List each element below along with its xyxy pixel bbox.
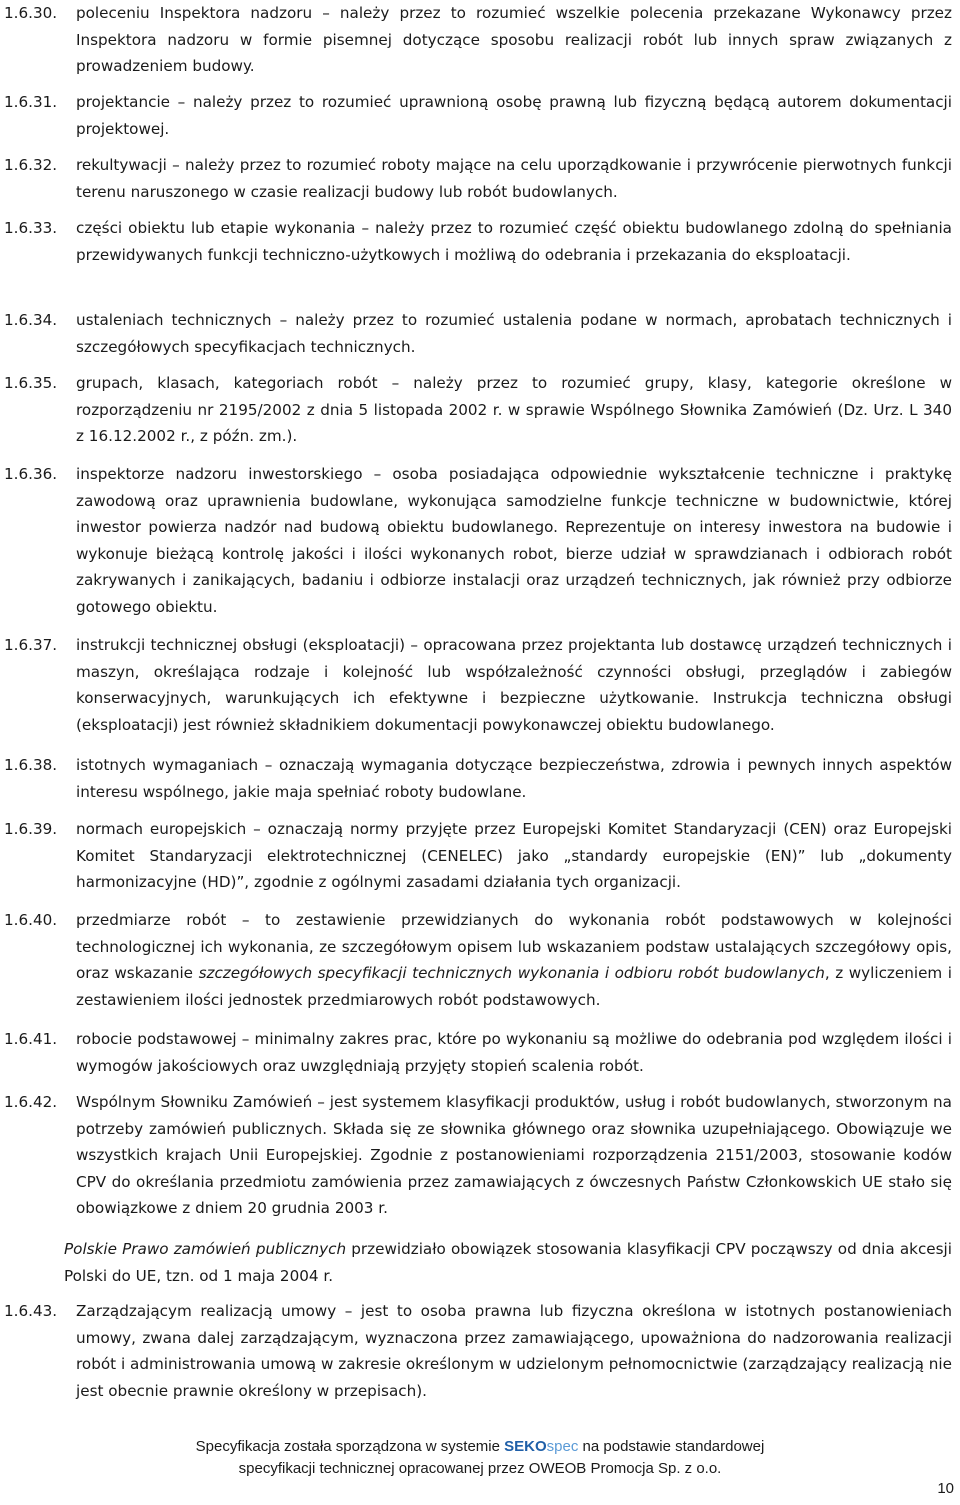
definition-number: 1.6.35. — [4, 374, 58, 392]
definition-number: 1.6.38. — [4, 756, 58, 774]
definition-text: rekultywacji – należy przez to rozumieć roboty mające na celu uporządkowanie i przywrócenie pierwotnych funkcji terenu naruszonego w czasie realizacji budowy lub robót budowlanych. — [76, 156, 952, 201]
definition-text-italic: szczegółowych specyfikacji technicznych wykonania i odbioru robót budowlanych — [198, 964, 825, 982]
definition-number: 1.6.37. — [4, 636, 58, 654]
definition-text: projektancie – należy przez to rozumieć uprawnioną osobę prawną lub fizyczną będącą autorem dokumentacji projektowej. — [76, 93, 952, 138]
page-number: 10 — [937, 1480, 954, 1497]
definition-text-part: , z wyliczeniem i zestawieniem ilości jednostek przedmiarowych robót podstawowych. — [76, 964, 952, 1009]
definition-number: 1.6.34. — [4, 311, 58, 329]
note-italic: Polskie Prawo zamówień publicznych — [64, 1240, 347, 1258]
definition-item — [4, 1026, 952, 1079]
definition-item — [4, 0, 952, 80]
definition-text: normach europejskich – oznaczają normy przyjęte przez Europejski Komitet Standaryzacji (CEN) oraz Europejski Komitet Standaryzacji elektrotechnicznej (CENELEC) jako „standardy europejskie (EN)” lub „dokumenty harmonizacyjne (HD)”, zgodnie z ogólnymi zasadami działania tych organizacji. — [76, 820, 952, 891]
definition-number: 1.6.40. — [4, 911, 58, 929]
definition-item — [4, 632, 952, 738]
definition-item — [4, 215, 952, 268]
definition-number: 1.6.33. — [4, 219, 58, 237]
definition-number: 1.6.39. — [4, 820, 58, 838]
definition-item — [4, 370, 952, 450]
definition-text: inspektorze nadzoru inwestorskiego – osoba posiadająca odpowiednie wykształcenie techniczne i praktykę zawodową oraz uprawnienia budowlane, wykonująca samodzielne funkcje techniczne w budownictwie, której inwestor powierza nadzór nad budową obiektu budowlanego. Reprezentuje on interesy inwestora na budowie i wykonuje bieżącą kontrolę jakości i ilości wykonanych robot, bierze udział w sprawdzianach i odbiorach robót zakrywanych i zanikających, badaniu i odbiorze instalacji oraz urządzeń technicznych, jak również przy odbiorze gotowego obiektu. — [76, 465, 952, 616]
cpv-note — [64, 1236, 952, 1289]
definition-number: 1.6.30. — [4, 4, 58, 22]
brand-spec: spec — [546, 1438, 579, 1455]
definition-text: Zarządzającym realizacją umowy – jest to osoba prawna lub fizyczna określona w istotnych postanowieniach umowy, zwana dalej zarządzającym, wyznaczona przez zamawiającego, upoważniona do nadzorowania realizacji robót i administrowania umową w zakresie określonym w udzielonym pełnomocnictwie (zarządzający realizacją nie jest obecnie prawnie określony w przepisach). — [76, 1302, 952, 1400]
footer — [0, 1436, 960, 1480]
definition-item — [4, 461, 952, 620]
definition-text: ustaleniach technicznych – należy przez to rozumieć ustalenia podane w normach, aprobatach technicznych i szczegółowych specyfikacjach technicznych. — [76, 311, 952, 356]
definition-item — [4, 1298, 952, 1404]
definition-item — [4, 816, 952, 896]
definition-text: robocie podstawowej – minimalny zakres prac, które po wykonaniu są możliwe do odebrania pod względem ilości i wymogów jakościowych oraz uwzględniają przyjęty stopień scalenia robót. — [76, 1030, 952, 1075]
footer-line-1 — [0, 1436, 960, 1458]
definition-text: Wspólnym Słowniku Zamówień – jest systemem klasyfikacji produktów, usług i robót budowlanych, stworzonym na potrzeby zamówień publicznych. Składa się ze słownika głównego oraz słownika uzupełniającego. Obowiązuje we wszystkich krajach Unii Europejskiej. Zgodnie z postanowieniami rozporządzenia 2151/2003, stosowanie kodów CPV do określania przedmiotu zamówienia przez zamawiających z ówczesnych Państw Członkowskich UE stało się obowiązkowe z dniem 20 grudnia 2003 r. — [76, 1093, 952, 1217]
definition-item — [4, 307, 952, 360]
note-text: przewidziało obowiązek stosowania klasyfikacji CPV począwszy od dnia akcesji Polski do UE, tzn. od 1 maja 2004 r. — [64, 1240, 952, 1285]
definition-number: 1.6.41. — [4, 1030, 58, 1048]
definition-text-part: przedmiarze robót – to zestawienie przewidzianych do wykonania robót podstawowych w kolejności technologicznej ich wykonania, ze szczegółowym opisem lub wskazaniem podstaw ustalających szczegółowy opis, oraz wskazanie — [76, 911, 952, 982]
definition-item — [4, 89, 952, 142]
definition-item — [4, 752, 952, 805]
definition-number: 1.6.42. — [4, 1093, 58, 1111]
footer-line-2: specyfikacji technicznej opracowanej przez OWEOB Promocja Sp. z o.o. — [238, 1460, 722, 1477]
brand-seko: SEKO — [504, 1438, 547, 1455]
definition-number: 1.6.32. — [4, 156, 58, 174]
definition-number: 1.6.36. — [4, 465, 58, 483]
definition-item — [4, 152, 952, 205]
definition-text: istotnych wymaganiach – oznaczają wymagania dotyczące bezpieczeństwa, zdrowia i pewnych innych aspektów interesu wspólnego, jakie maja spełniać roboty budowlane. — [76, 756, 952, 801]
definition-number: 1.6.31. — [4, 93, 58, 111]
footer-text: Specyfikacja została sporządzona w systemie — [195, 1438, 505, 1455]
definition-item — [4, 1089, 952, 1222]
definition-text — [76, 907, 952, 1013]
definition-text: grupach, klasach, kategoriach robót – należy przez to rozumieć grupy, klasy, kategorie określone w rozporządzeniu nr 2195/2002 z dnia 5 listopada 2002 r. w sprawie Wspólnego Słownika Zamówień (Dz. Urz. L 340 z 16.12.2002 r., z późn. zm.). — [76, 374, 952, 445]
footer-text: na podstawie standardowej — [578, 1438, 765, 1455]
definition-text: instrukcji technicznej obsługi (eksploatacji) – opracowana przez projektanta lub dostawcę urządzeń technicznych i maszyn, określająca rodzaje i kolejność lub współzależność czynności obsługi, przeglądów i zabiegów konserwacyjnych, warunkujących ich efektywne i bezpieczne użytkowanie. Instrukcja techniczna obsługi (eksploatacji) jest również składnikiem dokumentacji powykonawczej obiektu budowlanego. — [76, 636, 952, 734]
definition-text: poleceniu Inspektora nadzoru – należy przez to rozumieć wszelkie polecenia przekazane Wykonawcy przez Inspektora nadzoru w formie pisemnej dotyczące sposobu realizacji robót lub innych spraw związanych z prowadzeniem budowy. — [76, 4, 952, 75]
definition-item — [4, 907, 952, 1013]
definition-text: części obiektu lub etapie wykonania – należy przez to rozumieć część obiektu budowlanego zdolną do spełniania przewidywanych funkcji techniczno-użytkowych i możliwą do odebrania i przekazania do eksploatacji. — [76, 219, 952, 264]
definition-number: 1.6.43. — [4, 1302, 58, 1320]
